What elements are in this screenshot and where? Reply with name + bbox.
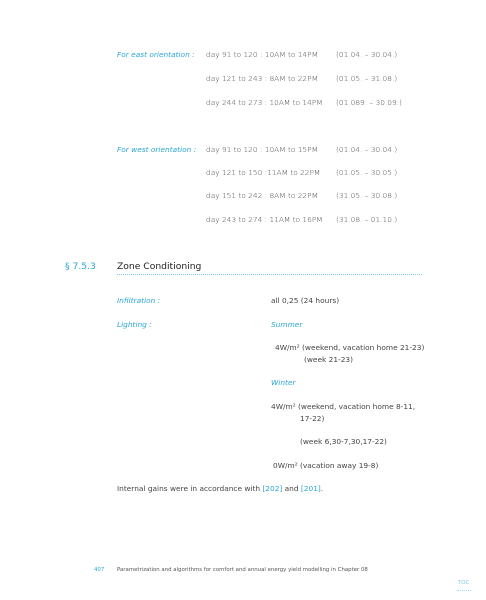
lighting-winter-line1: 4W/m² (weekend, vacation home 8-11,: [271, 402, 416, 411]
east-row-3-range: (01.089. – 30.09.): [336, 98, 402, 107]
lighting-summer-line1: 4W/m² (weekend, vacation home 21-23): [275, 343, 425, 352]
lighting-away-line: 0W/m² (vacation away 19-8): [273, 461, 379, 470]
internal-gains-period: .: [320, 484, 324, 493]
page-number: 407: [94, 567, 105, 573]
west-row-1-days: day 91 to 120 : 10AM to 15PM: [206, 145, 318, 154]
infiltration-label: Infiltration :: [117, 296, 161, 305]
lighting-winter-heading: Winter: [271, 378, 296, 387]
infiltration-value: all 0,25 (24 hours): [271, 296, 340, 305]
lighting-winter-line2: 17-22): [300, 414, 325, 423]
west-row-2-range: (01.05. – 30.05.): [336, 168, 398, 177]
reference-link-202[interactable]: [202]: [262, 484, 283, 493]
east-row-1-range: (01.04. – 30.04.): [336, 50, 398, 59]
west-orientation-label: For west orientation :: [117, 145, 197, 154]
section-title: Zone Conditioning: [117, 261, 202, 272]
west-row-3-days: day 151 to 242 : 8AM to 22PM: [206, 191, 318, 200]
internal-gains-sentence: [117, 484, 323, 493]
internal-gains-conjunction: and: [282, 484, 301, 493]
east-row-2-range: (01.05. – 31.08.): [336, 74, 398, 83]
west-row-3-range: (31.05. – 30.08.): [336, 191, 398, 200]
lighting-label: Lighting :: [117, 320, 152, 329]
west-row-2-days: day 121 to 150 :11AM to 22PM: [206, 168, 321, 177]
toc-underline: [457, 590, 471, 591]
east-orientation-label: For east orientation :: [117, 50, 195, 59]
section-number: § 7.5.3: [65, 261, 96, 272]
internal-gains-text: Internal gains were in accordance with: [117, 484, 263, 493]
section-rule: [117, 274, 422, 275]
east-row-1-days: day 91 to 120 : 10AM to 14PM: [206, 50, 318, 59]
toc-link[interactable]: TOC: [458, 580, 470, 586]
east-row-3-days: day 244 to 273 : 10AM to 14PM: [206, 98, 323, 107]
reference-link-201[interactable]: [201]: [300, 484, 321, 493]
lighting-winter-line3: (week 6,30-7,30,17-22): [300, 437, 387, 446]
east-row-2-days: day 121 to 243 : 8AM to 22PM: [206, 74, 318, 83]
lighting-summer-heading: Summer: [271, 320, 303, 329]
footer-chapter-text: Parametrization and algorithms for comfort and annual energy yield modelling in Chapter 08: [117, 567, 368, 573]
west-row-4-range: (31.08. – 01.10.): [336, 215, 398, 224]
west-row-1-range: (01.04. – 30.04.): [336, 145, 398, 154]
west-row-4-days: day 243 to 274 : 11AM to 16PM: [206, 215, 323, 224]
lighting-summer-line2: (week 21-23): [304, 355, 354, 364]
